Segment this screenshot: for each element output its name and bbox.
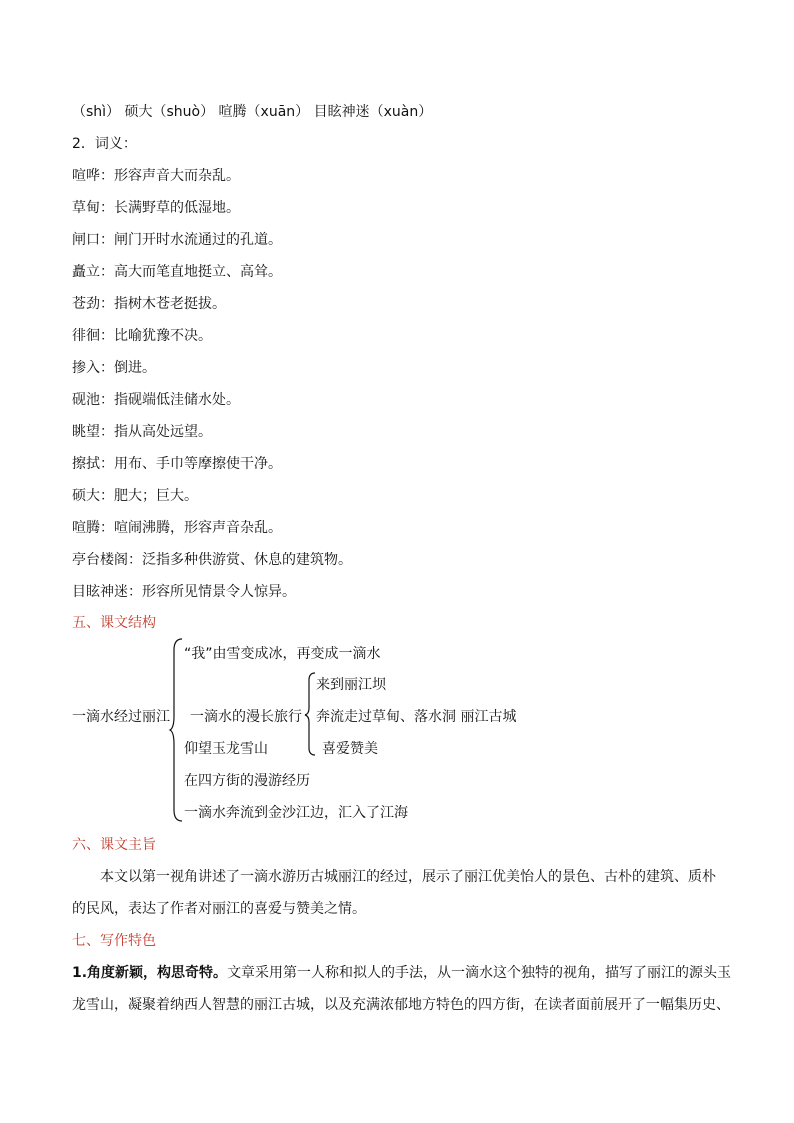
section-6-paragraph-line: 的民风，表达了作者对丽江的喜爱与赞美之情。 bbox=[72, 901, 366, 917]
structure-item: “我”由雪变成冰，再变成一滴水 bbox=[184, 646, 381, 662]
structure-item: 在四方街的漫游经历 bbox=[184, 773, 310, 789]
section-7-title: 七、写作特色 bbox=[72, 933, 156, 949]
vocab-item: 喧腾：喧闹沸腾，形容声音杂乱。 bbox=[72, 520, 282, 536]
structure-item: 一滴水奔流到金沙江边，汇入了江海 bbox=[184, 805, 408, 821]
vocab-item: 擦拭：用布、手巾等摩擦使干净。 bbox=[72, 456, 282, 472]
pinyin-line: （shì） 硕大（shuò） 喧腾（xuān） 目眩神迷（xuàn） bbox=[72, 104, 433, 120]
structure-item: 仰望玉龙雪山 bbox=[184, 741, 268, 757]
section-5-title: 五、课文结构 bbox=[72, 615, 156, 631]
structure-brace-main bbox=[170, 638, 184, 822]
vocab-item: 草甸：长满野草的低湿地。 bbox=[72, 200, 240, 216]
vocab-item: 矗立：高大而笔直地挺立、高耸。 bbox=[72, 264, 282, 280]
vocab-item: 目眩神迷：形容所见情景令人惊异。 bbox=[72, 584, 296, 600]
vocab-item: 砚池：指砚端低洼储水处。 bbox=[72, 392, 240, 408]
structure-subitem: 来到丽江坝 bbox=[316, 677, 386, 693]
section-6-title: 六、课文主旨 bbox=[72, 837, 156, 853]
section-7-paragraph-line bbox=[72, 963, 731, 983]
structure-subitem: 喜爱赞美 bbox=[322, 741, 378, 757]
vocab-item: 亭台楼阁：泛指多种供游赏、休息的建筑物。 bbox=[72, 552, 352, 568]
section-7-text: 文章采用第一人称和拟人的手法，从一滴水这个独特的视角，描写了丽江的源头玉 bbox=[227, 965, 732, 981]
structure-subitem: 奔流走过草甸、落水洞 丽江古城 bbox=[316, 709, 517, 725]
vocab-item: 徘徊：比喻犹豫不决。 bbox=[72, 328, 212, 344]
section-6-paragraph-line: 本文以第一视角讲述了一滴水游历古城丽江的经过，展示了丽江优美怡人的景色、古朴的建筑、质朴 bbox=[100, 869, 716, 885]
vocab-item: 喧哗：形容声音大而杂乱。 bbox=[72, 168, 240, 184]
vocab-item: 掺入：倒进。 bbox=[72, 360, 156, 376]
vocab-item: 硕大：肥大；巨大。 bbox=[72, 488, 198, 504]
vocab-item: 苍劲：指树木苍老挺拔。 bbox=[72, 296, 226, 312]
structure-root: 一滴水经过丽江 bbox=[72, 709, 170, 725]
structure-item: 一滴水的漫长旅行 bbox=[190, 709, 302, 725]
section-7-bold-lead: 1.角度新颖，构思奇特。 bbox=[72, 965, 228, 981]
section-7-paragraph-line: 龙雪山，凝聚着纳西人智慧的丽江古城，以及充满浓郁地方特色的四方街，在读者面前展开了一幅集历史、 bbox=[72, 997, 730, 1013]
vocab-item: 眺望：指从高处远望。 bbox=[72, 424, 212, 440]
vocab-item: 闸口：闸门开时水流通过的孔道。 bbox=[72, 232, 282, 248]
section-2-label: 2．词义： bbox=[72, 136, 137, 152]
